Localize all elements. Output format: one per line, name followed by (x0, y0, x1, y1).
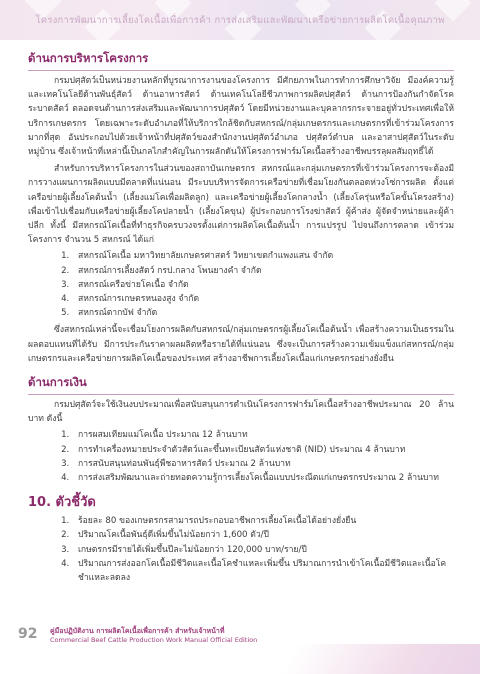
indicator-list (28, 514, 454, 585)
footer-title-english: Commercial Beef Cattle Production Work Manual Official Edition (50, 636, 258, 644)
list-item: 3. สหกรณ์เครือข่ายโคเนื้อ จำกัด (72, 278, 454, 292)
list-item: 5. สหกรณ์ตากบัฟ จำกัด (72, 306, 454, 320)
list-item: 4. สหกรณ์การเกษตรหนองสูง จำกัด (72, 292, 454, 306)
section-heading-finance: ด้านการเงิน (28, 374, 454, 395)
paragraph: ซึ่งสหกรณ์เหล่านี้จะเชื่อมโยงการผลิตกับสหกรณ์/กลุ่มเกษตรกรผู้เลี้ยงโคเนื้อต้นน้ำ เพื่อสร้างความเป็นธรรมในผลตอบแทนที่ได้รับ มีการประกันราคาผลผลิตหรือรายได้ที่แน่นอน ซึ่งจะเป็นการสร้างความเข้มแข็งแก่สหกรณ์/กลุ่มเกษตรกรและเครือข่ายการผลิตโคเนื้อของประเทศ สร้างอาชีพการเลี้ยงโคเนื้อแก่เกษตรกรอย่างยั่งยืน (28, 325, 454, 364)
list-item: 2. สหกรณ์การเลี้ยงสัตว์ กรป.กลาง โพนยางคำ จำกัด (72, 264, 454, 278)
section-heading-administration: ด้านการบริหารโครงการ (28, 50, 454, 71)
page-footer (0, 618, 480, 669)
list-item: 1. ร้อยละ 80 ของเกษตรกรสามารถประกอบอาชีพการเลี้ยงโคเนื้อได้อย่างยั่งยืน (72, 514, 454, 528)
page-content (28, 50, 454, 585)
list-item: 1. สหกรณ์โคเนื้อ มหาวิทยาลัยเกษตรศาสตร์ วิทยาเขตกำแพงแสน จำกัด (72, 249, 454, 263)
header-band (0, 0, 480, 40)
list-item: 4. ปริมาณการส่งออกโคเนื้อมีชีวิตและเนื้อโคชำแหละเพิ่มขึ้น ปริมาณการนำเข้าโคเนื้อมีชีวิตและเนื้อโคชำแหละลดลง (72, 557, 454, 585)
list-item: 2. การทำเครื่องหมายประจำตัวสัตว์และขึ้นทะเบียนสัตว์แห่งชาติ (NID) ประมาณ 4 ล้านบาท (72, 443, 454, 457)
list-item: 2. ปริมาณโคเนื้อพันธุ์ดีเพิ่มขึ้นไม่น้อยกว่า 1,600 ตัว/ปี (72, 528, 454, 542)
list-item: 1. การผสมเทียมแม่โคเนื้อ ประมาณ 12 ล้านบาท (72, 428, 454, 442)
cooperative-list (28, 249, 454, 320)
paragraph: สำหรับการบริหารโครงการในส่วนของสถาบันเกษตรกร สหกรณ์และกลุ่มเกษตรกรที่เข้าร่วมโครงการจะต้องมีการวางแผนการผลิตแบบมีตลาดที่แน่นอน มีระบบบริหารจัดการเครือข่ายที่เชื่อมโยงกันตลอดห่วงโซ่การผลิต ตั้งแต่เครือข่ายผู้เลี้ยงโคต้นน้ำ (เลี้ยงแม่โคเพื่อผลิตลูก) และเครือข่ายผู้เลี้ยงโคกลางน้ำ (เลี้ยงโครุ่นหรือโคขั้นโครงสร้าง) เพื่อเข้าไปเชื่อมกับเครือข่ายผู้เลี้ยงโคปลายน้ำ (เลี้ยงโคขุน) ผู้ประกอบการโรงฆ่าสัตว์ ผู้ค้าส่ง ผู้จัดจำหน่ายและผู้ค้าปลีก ทั้งนี้ มีสหกรณ์โคเนื้อที่ทำธุรกิจครบวงจรตั้งแต่การผลิตโคเนื้อต้นน้ำ การแปรรูป ไปจนถึงการตลาด เข้าร่วมโครงการ จำนวน 5 สหกรณ์ ได้แก่ (28, 164, 454, 246)
list-item: 3. การสนับสนุนท่อนพันธุ์พืชอาหารสัตว์ ประมาณ 2 ล้านบาท (72, 457, 454, 471)
footer-decor (281, 644, 480, 674)
list-item: 4. การส่งเสริมพัฒนาและถ่ายทอดความรู้การเลี้ยงโคเนื้อแบบประณีตแก่เกษตรกรประมาณ 2 ล้านบาท (72, 471, 454, 485)
budget-list (28, 428, 454, 485)
paragraph: กรมปศุสัตว์เป็นหน่วยงานหลักที่บูรณาการงานของโครงการ มีศักยภาพในการทำการศึกษาวิจัย มีองค์ความรู้และเทคโนโลยีด้านพันธุ์สัตว์ ด้านอาหารสัตว์ ด้านเทคโนโลยีชีวภาพการผลิตปศุสัตว์ ด้านการป้องกันกำจัดโรคระบาดสัตว์ ตลอดจนด้านการส่งเสริมและพัฒนาการปศุสัตว์ โดยมีหน่วยงานและบุคลากรกระจายอยู่ทั่วประเทศเพื่อให้บริการเกษตรกร โดยเฉพาะระดับอำเภอที่ให้บริการใกล้ชิดกับสหกรณ์/กลุ่มเกษตรกรและเกษตรกรที่เข้าร่วมโครงการมากที่สุด อันประกอบไปด้วยเจ้าหน้าที่ปศุสัตว์ของสำนักงานปศุสัตว์อำเภอ ปศุสัตว์ตำบล และอาสาปศุสัตว์ในระดับหมู่บ้าน ซึ่งเจ้าหน้าที่เหล่านี้เป็นกลไกสำคัญในการผลักดันให้โครงการฟาร์มโคเนื้อสร้างอาชีพบรรลุผลสัมฤทธิ์ได้ (28, 76, 454, 158)
section-heading-indicators: 10. ตัวชี้วัด (28, 495, 96, 511)
footer-title-thai: คู่มือปฏิบัติงาน การผลิตโคเนื้อเพื่อการค้า สำหรับเจ้าหน้าที่ (50, 627, 225, 635)
paragraph: กรมปศุสัตว์จะใช้เงินงบประมาณเพื่อสนับสนุนการดำเนินโครงการฟาร์มโคเนื้อสร้างอาชีพประมาณ 20 ล้านบาท ดังนี้ (28, 400, 454, 425)
list-item: 3. เกษตรกรมีรายได้เพิ่มขึ้นปีละไม่น้อยกว่า 120,000 บาท/ราย/ปี (72, 543, 454, 557)
running-header: โครงการพัฒนาการเลี้ยงโคเนื้อเพื่อการค้า การส่งเสริมและพัฒนาเครือข่ายการผลิตโคเนื้อคุณภาพ (35, 15, 445, 26)
page-number: 92 (18, 626, 38, 642)
